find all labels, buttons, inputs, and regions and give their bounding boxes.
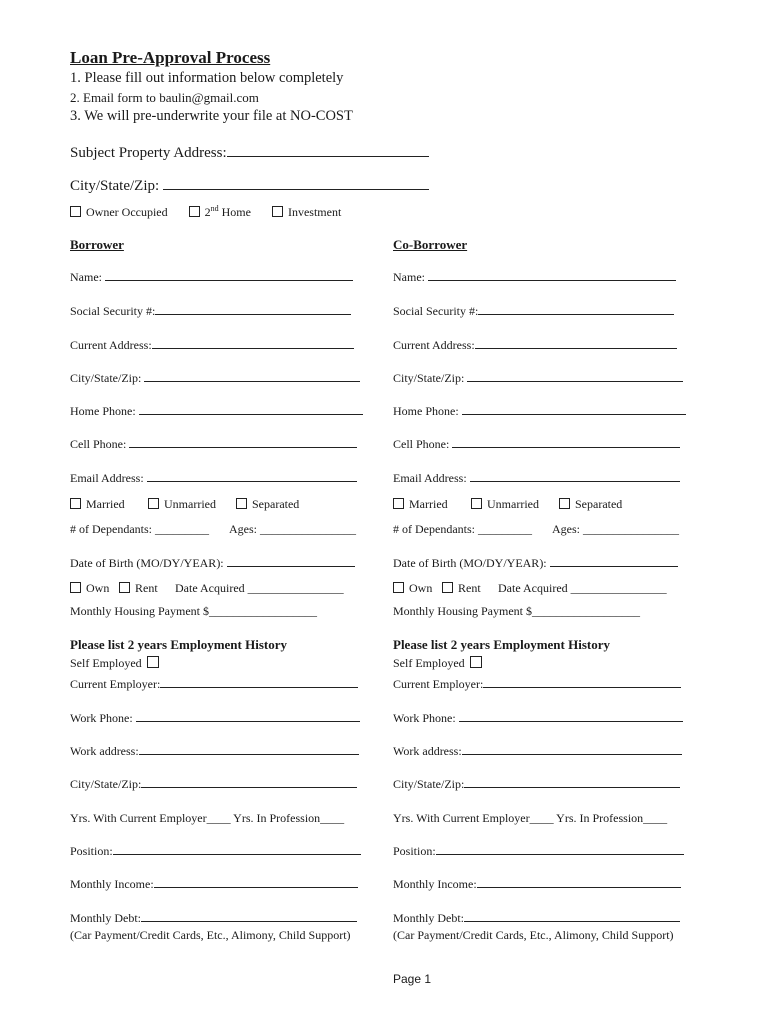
- coborrower-monthly-debt-line[interactable]: [464, 911, 680, 922]
- borrower-emp-csz-line[interactable]: [141, 777, 357, 788]
- borrower-work-phone-line[interactable]: [136, 711, 360, 722]
- coborrower-emp-csz-line[interactable]: [464, 777, 680, 788]
- borrower-unmarried-label: Unmarried: [164, 497, 216, 511]
- borrower-monthly-debt-label: Monthly Debt:: [70, 911, 141, 925]
- coborrower-csz-label: City/State/Zip:: [393, 371, 468, 385]
- coborrower-separated-checkbox[interactable]: [559, 498, 570, 509]
- coborrower-housing-payment[interactable]: Monthly Housing Payment $__________________: [393, 604, 641, 618]
- borrower-married-option[interactable]: [70, 497, 125, 512]
- investment-checkbox[interactable]: [272, 206, 283, 217]
- borrower-monthly-debt-line[interactable]: [141, 911, 357, 922]
- coborrower-dependants-field[interactable]: # of Dependants: _________: [393, 522, 532, 536]
- borrower-ssn-line[interactable]: [155, 304, 351, 315]
- coborrower-name-field[interactable]: [393, 270, 676, 285]
- borrower-current-employer-line[interactable]: [160, 677, 358, 688]
- borrower-work-address-line[interactable]: [139, 744, 359, 755]
- coborrower-monthly-income-line[interactable]: [477, 877, 681, 888]
- borrower-work-phone-label: Work Phone:: [70, 711, 136, 725]
- borrower-position-line[interactable]: [113, 844, 361, 855]
- coborrower-self-employed-option[interactable]: [393, 656, 487, 671]
- coborrower-debt-note: (Car Payment/Credit Cards, Etc., Alimony, Child Support): [393, 928, 674, 942]
- second-home-number: 2: [204, 205, 211, 219]
- borrower-cell-phone-label: Cell Phone:: [70, 437, 130, 451]
- coborrower-yrs[interactable]: Yrs. With Current Employer____ Yrs. In Profession____: [393, 811, 668, 825]
- coborrower-ssn-label: Social Security #:: [393, 304, 479, 318]
- coborrower-unmarried-label: Unmarried: [487, 497, 539, 511]
- coborrower-work-phone-line[interactable]: [459, 711, 683, 722]
- coborrower-employment-heading: Please list 2 years Employment History: [393, 637, 610, 652]
- borrower-ages-field[interactable]: Ages: ________________: [229, 522, 356, 536]
- property-csz-line[interactable]: [163, 179, 429, 190]
- coborrower-work-address-field[interactable]: [393, 744, 682, 759]
- coborrower-email-label: Email Address:: [393, 471, 470, 485]
- coborrower-current-employer-line[interactable]: [483, 677, 681, 688]
- borrower-housing-payment[interactable]: Monthly Housing Payment $__________________: [70, 604, 318, 618]
- borrower-emp-csz-field[interactable]: [70, 777, 357, 792]
- borrower-self-employed-option[interactable]: [70, 656, 164, 671]
- borrower-name-line[interactable]: [105, 270, 353, 281]
- borrower-position-label: Position:: [70, 844, 113, 858]
- coborrower-ssn-line[interactable]: [478, 304, 674, 315]
- borrower-address-line[interactable]: [152, 338, 354, 349]
- borrower-rent-option[interactable]: [119, 581, 158, 596]
- coborrower-position-line[interactable]: [436, 844, 684, 855]
- page-title: Loan Pre-Approval Process: [70, 48, 271, 67]
- coborrower-home-phone-line[interactable]: [462, 404, 686, 415]
- property-csz-label: City/State/Zip:: [70, 178, 163, 194]
- borrower-home-phone-line[interactable]: [139, 404, 363, 415]
- second-home-option[interactable]: [189, 205, 251, 219]
- coborrower-name-label: Name:: [393, 270, 428, 284]
- coborrower-csz-line[interactable]: [467, 371, 683, 382]
- investment-option[interactable]: [272, 205, 341, 219]
- coborrower-work-address-line[interactable]: [462, 744, 682, 755]
- borrower-dob-field[interactable]: [70, 556, 355, 571]
- coborrower-work-phone-label: Work Phone:: [393, 711, 459, 725]
- coborrower-home-phone-label: Home Phone:: [393, 404, 462, 418]
- second-home-superscript: nd: [210, 204, 219, 213]
- borrower-married-checkbox[interactable]: [70, 498, 81, 509]
- coborrower-dob-label: Date of Birth (MO/DY/YEAR):: [393, 556, 550, 570]
- borrower-unmarried-checkbox[interactable]: [148, 498, 159, 509]
- coborrower-date-acquired-field[interactable]: Date Acquired ________________: [498, 581, 667, 595]
- borrower-current-employer-field[interactable]: [70, 677, 358, 692]
- borrower-email-field[interactable]: [70, 471, 357, 486]
- instruction-2: [70, 90, 259, 106]
- borrower-address-label: Current Address:: [70, 338, 152, 352]
- borrower-self-employed-checkbox[interactable]: [147, 656, 159, 668]
- borrower-home-phone-field[interactable]: [70, 404, 363, 419]
- coborrower-monthly-debt-field[interactable]: [393, 911, 680, 926]
- borrower-separated-label: Separated: [252, 497, 300, 511]
- page-number: Page 1: [393, 972, 432, 986]
- borrower-ssn-field[interactable]: [70, 304, 351, 319]
- coborrower-csz-field[interactable]: [393, 371, 683, 386]
- coborrower-separated-option[interactable]: [559, 497, 622, 512]
- borrower-monthly-income-line[interactable]: [154, 877, 358, 888]
- coborrower-cell-phone-label: Cell Phone:: [393, 437, 453, 451]
- coborrower-ages-field[interactable]: Ages: ________________: [552, 522, 679, 536]
- borrower-heading: Borrower: [70, 237, 124, 252]
- borrower-dependants-field[interactable]: # of Dependants: _________: [70, 522, 209, 536]
- coborrower-married-option[interactable]: [393, 497, 448, 512]
- borrower-rent-checkbox[interactable]: [119, 582, 130, 593]
- coborrower-own-option[interactable]: [393, 581, 432, 596]
- coborrower-email-field[interactable]: [393, 471, 680, 486]
- borrower-current-employer-label: Current Employer:: [70, 677, 161, 691]
- instruction-1: 1. Please fill out information below completely: [70, 70, 344, 86]
- property-csz-field[interactable]: [70, 178, 429, 195]
- borrower-date-acquired-field[interactable]: Date Acquired ________________: [175, 581, 344, 595]
- coborrower-heading: Co-Borrower: [393, 237, 468, 252]
- borrower-dob-label: Date of Birth (MO/DY/YEAR):: [70, 556, 227, 570]
- borrower-ssn-label: Social Security #:: [70, 304, 156, 318]
- coborrower-own-label: Own: [409, 581, 433, 595]
- borrower-employment-heading: Please list 2 years Employment History: [70, 637, 287, 652]
- borrower-position-field[interactable]: [70, 844, 361, 859]
- coborrower-ssn-field[interactable]: [393, 304, 674, 319]
- coborrower-current-employer-field[interactable]: [393, 677, 681, 692]
- borrower-monthly-income-label: Monthly Income:: [70, 877, 154, 891]
- borrower-csz-line[interactable]: [144, 371, 360, 382]
- coborrower-home-phone-field[interactable]: [393, 404, 686, 419]
- coborrower-monthly-income-label: Monthly Income:: [393, 877, 477, 891]
- investment-label: Investment: [287, 205, 342, 219]
- borrower-married-label: Married: [86, 497, 125, 511]
- borrower-separated-option[interactable]: [236, 497, 299, 512]
- borrower-email-line[interactable]: [147, 471, 357, 482]
- coborrower-address-line[interactable]: [475, 338, 677, 349]
- owner-occupied-label: Owner Occupied: [86, 205, 168, 219]
- second-home-checkbox[interactable]: [189, 206, 200, 217]
- coborrower-emp-csz-label: City/State/Zip:: [393, 777, 465, 791]
- borrower-monthly-income-field[interactable]: [70, 877, 358, 892]
- coborrower-self-employed-checkbox[interactable]: [470, 656, 482, 668]
- borrower-home-phone-label: Home Phone:: [70, 404, 139, 418]
- coborrower-rent-checkbox[interactable]: [442, 582, 453, 593]
- coborrower-unmarried-checkbox[interactable]: [471, 498, 482, 509]
- email-link[interactable]: baulin@gmail.com: [159, 90, 259, 105]
- coborrower-work-phone-field[interactable]: [393, 711, 683, 726]
- coborrower-separated-label: Separated: [575, 497, 623, 511]
- coborrower-work-address-label: Work address:: [393, 744, 462, 758]
- property-address-line[interactable]: [227, 146, 429, 157]
- borrower-work-address-field[interactable]: [70, 744, 359, 759]
- coborrower-current-employer-label: Current Employer:: [393, 677, 484, 691]
- borrower-self-employed-label: Self Employed: [70, 656, 145, 670]
- borrower-rent-label: Rent: [135, 581, 158, 595]
- borrower-monthly-debt-field[interactable]: [70, 911, 357, 926]
- coborrower-cell-phone-line[interactable]: [452, 437, 680, 448]
- instruction-3: 3. We will pre-underwrite your file at NO-COST: [70, 108, 353, 124]
- coborrower-position-label: Position:: [393, 844, 436, 858]
- coborrower-unmarried-option[interactable]: [471, 497, 539, 512]
- borrower-cell-phone-line[interactable]: [129, 437, 357, 448]
- coborrower-married-checkbox[interactable]: [393, 498, 404, 509]
- borrower-dob-line[interactable]: [227, 556, 355, 567]
- coborrower-rent-option[interactable]: [442, 581, 481, 596]
- borrower-work-address-label: Work address:: [70, 744, 139, 758]
- borrower-own-checkbox[interactable]: [70, 582, 81, 593]
- coborrower-address-field[interactable]: [393, 338, 677, 353]
- property-address-label: Subject Property Address:: [70, 145, 227, 161]
- coborrower-dob-line[interactable]: [550, 556, 678, 567]
- coborrower-dob-field[interactable]: [393, 556, 678, 571]
- owner-occupied-option[interactable]: [70, 205, 168, 219]
- borrower-unmarried-option[interactable]: [148, 497, 216, 512]
- borrower-csz-label: City/State/Zip:: [70, 371, 145, 385]
- borrower-separated-checkbox[interactable]: [236, 498, 247, 509]
- occupancy-options: [70, 204, 359, 220]
- borrower-cell-phone-field[interactable]: [70, 437, 357, 452]
- coborrower-married-label: Married: [409, 497, 448, 511]
- borrower-work-phone-field[interactable]: [70, 711, 360, 726]
- borrower-name-field[interactable]: [70, 270, 353, 285]
- coborrower-email-line[interactable]: [470, 471, 680, 482]
- borrower-debt-note: (Car Payment/Credit Cards, Etc., Alimony, Child Support): [70, 928, 351, 942]
- coborrower-position-field[interactable]: [393, 844, 684, 859]
- borrower-own-option[interactable]: [70, 581, 109, 596]
- borrower-own-label: Own: [86, 581, 110, 595]
- coborrower-address-label: Current Address:: [393, 338, 475, 352]
- coborrower-cell-phone-field[interactable]: [393, 437, 680, 452]
- owner-occupied-checkbox[interactable]: [70, 206, 81, 217]
- second-home-label: Home: [221, 205, 251, 219]
- coborrower-self-employed-label: Self Employed: [393, 656, 468, 670]
- coborrower-rent-label: Rent: [458, 581, 481, 595]
- coborrower-name-line[interactable]: [428, 270, 676, 281]
- borrower-csz-field[interactable]: [70, 371, 360, 386]
- borrower-emp-csz-label: City/State/Zip:: [70, 777, 142, 791]
- borrower-yrs[interactable]: Yrs. With Current Employer____ Yrs. In Profession____: [70, 811, 345, 825]
- borrower-name-label: Name:: [70, 270, 105, 284]
- coborrower-monthly-income-field[interactable]: [393, 877, 681, 892]
- borrower-address-field[interactable]: [70, 338, 354, 353]
- borrower-email-label: Email Address:: [70, 471, 147, 485]
- property-address-field[interactable]: [70, 145, 429, 162]
- instruction-2-text: 2. Email form to: [70, 90, 160, 105]
- coborrower-emp-csz-field[interactable]: [393, 777, 680, 792]
- coborrower-own-checkbox[interactable]: [393, 582, 404, 593]
- coborrower-monthly-debt-label: Monthly Debt:: [393, 911, 464, 925]
